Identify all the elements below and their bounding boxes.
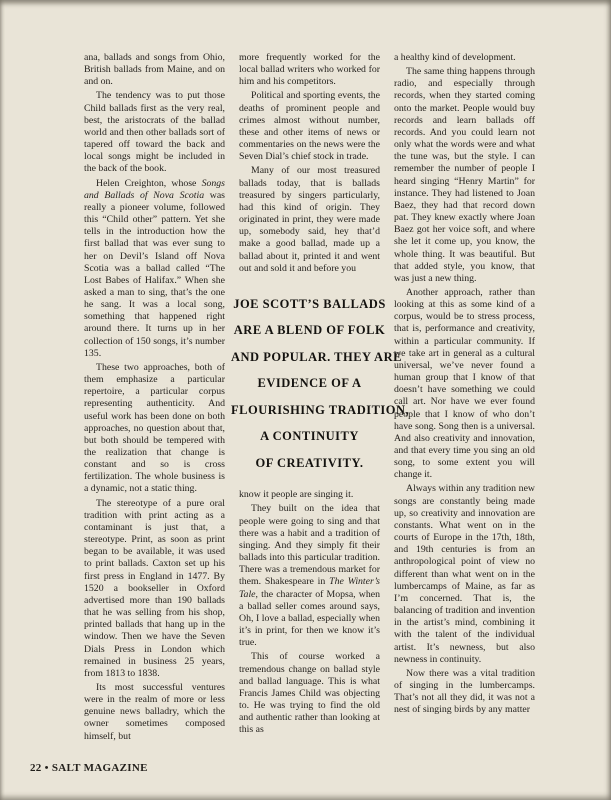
pull-quote-line: OF CREATIVITY. — [255, 455, 364, 470]
paragraph: a healthy kind of development. — [394, 52, 516, 63]
column-middle-bottom — [239, 489, 380, 736]
pull-quote-line: AND POPULAR. THEY ARE — [231, 349, 402, 364]
paragraph: They built on the idea that people were going to sing and that there was a habit and a tradition of singing. And they simply fit their ballads into this particular tradition. There was a tremendous market for them. Shakespeare in The Winter’s Tale, the character of Mopsa, when a ballad seller comes around says, Oh, I love a ballad, especially when it’s in print, for then we know it’s true. — [239, 503, 380, 649]
pull-quote-line: ARE A BLEND OF FOLK — [233, 323, 386, 338]
pull-quote — [231, 291, 410, 477]
paragraph: Now there was a vital tradition of singing in the lumbercamps. That’s not all they did, it was not a nest of singing birds by any matter — [394, 667, 535, 716]
pull-quote-line: A CONTINUITY — [260, 429, 359, 444]
pull-quote-line: JOE SCOTT’S BALLADS — [233, 296, 386, 311]
paragraph: Helen Creighton, whose Songs and Ballads of Nova Scotia was really a pioneer volume, followed this “Child other” pattern. Yet she tells in the introduction how the first ballad that was ever sung to her on Devil’s Island off Nova Scotia was a ballad called “The Lost Babes of Halifax.” When she asked a man to sing, that’s the one he sang. It was a local song, something that happened right around there. It turns up in her collection of 150 songs, it’s number 135. — [84, 177, 225, 359]
paragraph: The same thing happens through radio, and especially through records, when they started coming onto the market. People would buy records and learn ballads off records. And you could learn not only what the words were and what the tune was, but the style. I can remember the number of people I heard singing “Henry Martin” for instance. They had listened to Joan Baez, they had that record down pat. They knew exactly where Joan Baez got her voice soft, and where she let it come up, you know, the whole thing. It was beautiful. But that added style, you know, that was just a new thing. — [394, 66, 535, 284]
paragraph: Its most successful ventures were in the realm of more or less genuine news balladry, which the owner sometimes composed himself, but — [84, 681, 225, 742]
paragraph: Another approach, rather than looking at this as some kind of a corpus, would be to stress process, that is, performance and creativity, within a particular community. If we take art in general as a cultural universal, we’ve never found a human group that I know of that doesn’t have something we could call art. Nor have we ever found people that I know of who don’t have song. Song then is a universal. And also creativity and innovation, and that every time you sing an old song, to some extent you will change it. — [394, 286, 535, 481]
paragraph: Political and sporting events, the deaths of prominent people and crimes almost without number, these and other items of news or commentaries on the news were the Seven Dial’s chief stock in trade. — [239, 90, 380, 163]
paragraph: know it people are singing it. — [239, 489, 354, 501]
page-footer — [30, 762, 148, 774]
column-middle — [231, 52, 410, 762]
paragraph: These two approaches, both of them emphasize a particular repertoire, a particular corpus representing authenticity. And useful work has been done on both approaches, no question about that, but both should be tempered with the realization that change is constant and so is cross fertilization. The whole business is a dynamic, not a static thing. — [84, 361, 225, 495]
paragraph: This of course worked a tremendous change on ballad style and ballad language. This is what Francis James Child was objecting to. He was trying to find the old and authentic rather than looking at this as — [239, 651, 380, 736]
column-right — [394, 52, 535, 762]
paragraph: Many of our most treasured ballads today, that is ballads treasured by singers particularly, had this kind of origin. They originated in print, they were made up, somebody said, hey that’d make a good ballad, made up a ballad about it, printed it and went out and sold it and before you — [239, 165, 380, 274]
pull-quote-line: FLOURISHING TRADITION, — [231, 402, 410, 417]
column-left — [84, 52, 225, 762]
paragraph: ana, ballads and songs from Ohio, British ballads from Maine, and on and on. — [84, 52, 225, 88]
paragraph: Always within any tradition new songs are constantly being made up, so creativity and innovation are constants. What went on in the courts of Europe in the 17th, 18th, and 19th centuries is from an anthropological point of view no different than what went on in the lumbercamps of Maine, as far as I’m concerned. That is, the balancing of tradition and invention in the artist’s mind, combining it with the talent of the individual artist. It’s newness, but also newness in continuity. — [394, 483, 535, 665]
page-number-and-magazine-title: 22 • SALT MAGAZINE — [30, 762, 148, 774]
paragraph: The stereotype of a pure oral tradition with print acting as a contaminant is just that, a stereotype. Print, as soon as print began to be available, it was used to print ballads. Caxton set up his first press in England in 1477. By 1520 a bookseller in Oxford advertised more than 190 ballads that he was selling from his shop, printed ballads that hang up in the window. Then we have the Seven Dials Press in London which remained in business 25 years, from 1813 to 1838. — [84, 497, 225, 679]
column-middle-top — [239, 52, 380, 275]
paragraph: more frequently worked for the local ballad writers who worked for him and his competitors. — [239, 52, 380, 88]
paragraph: The tendency was to put those Child ballads first as the very real, best, the aristocrats of the ballad world and then other ballads sort of tapered off toward the back and local songs might be included in the back of the book. — [84, 90, 225, 175]
pull-quote-line: EVIDENCE OF A — [257, 376, 362, 391]
article-body — [84, 52, 535, 762]
